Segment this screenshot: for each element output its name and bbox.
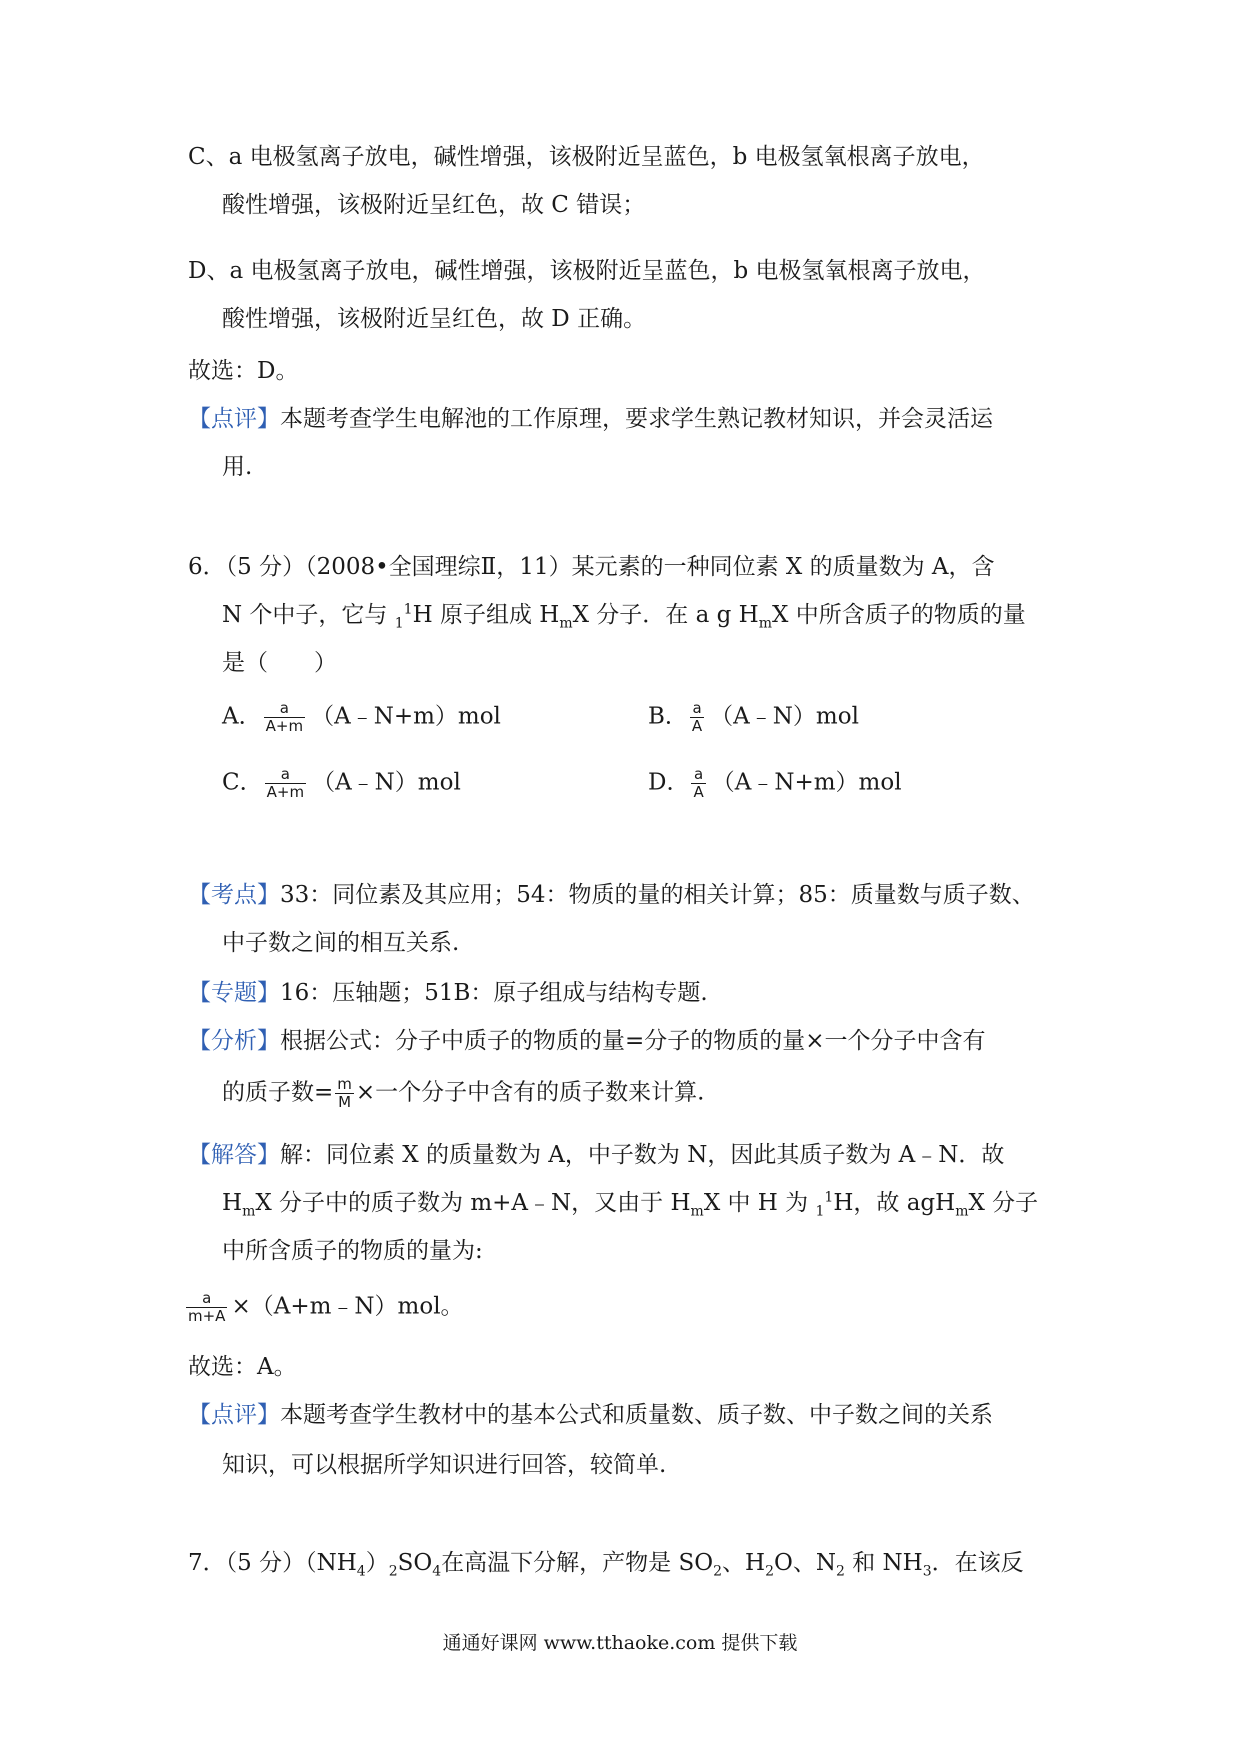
q7-text: ）: [365, 1550, 389, 1576]
q7-text: 、H: [722, 1550, 766, 1576]
fenxi-text: ×一个分子中含有的质子数来计算.: [355, 1079, 705, 1106]
option-text: （A﹣N+m）mol: [311, 703, 501, 730]
fenxi-tag: 【分析】: [188, 1028, 280, 1054]
numerator: a: [202, 1289, 212, 1307]
q7-stem-line1: [188, 1548, 1024, 1578]
fraction: [264, 700, 305, 735]
subscript: 2: [388, 1563, 398, 1580]
q6-option-c: [222, 766, 461, 801]
denominator: A+m: [265, 717, 304, 735]
option-c-line1: C、a 电极氢离子放电，碱性增强，该极附近呈蓝色，b 电极氢氧根离子放电，: [188, 144, 985, 170]
denominator: m+A: [188, 1307, 226, 1325]
q6-option-d: [648, 766, 902, 801]
q6-option-a: [222, 700, 501, 735]
fenxi-line2: [222, 1076, 705, 1111]
jieda-result: [186, 1290, 464, 1325]
comment-tag: 【点评】: [188, 406, 280, 432]
q7-text: 7．（5 分）（NH: [188, 1550, 357, 1576]
isotope-subscript: 1: [815, 1203, 825, 1220]
denominator: A+m: [266, 783, 305, 801]
option-d-line1: D、a 电极氢离子放电，碱性增强，该极附近呈蓝色，b 电极氢氧根离子放电，: [188, 258, 986, 284]
jieda-text: X 中 H 为: [703, 1190, 816, 1216]
denominator: A: [693, 783, 704, 801]
subscript-m: m: [955, 1203, 969, 1220]
option-label: C．: [222, 769, 263, 796]
zhuanti-text: 16：压轴题；51B：原子组成与结构专题.: [280, 980, 708, 1006]
q6-option-b: [648, 700, 859, 735]
fenxi-line1: [188, 1026, 986, 1056]
comment-text: 本题考查学生电解池的工作原理，要求学生熟记教材知识，并会灵活运: [280, 406, 993, 432]
jieda-text: 解：同位素 X 的质量数为 A，中子数为 N，因此其质子数为 A﹣N．故: [280, 1142, 1005, 1168]
subscript-m: m: [242, 1203, 256, 1220]
kaodian-line2: 中子数之间的相互关系.: [222, 930, 460, 956]
comment-line1: [188, 404, 993, 434]
isotope-subscript: 1: [394, 615, 404, 632]
fraction: [265, 766, 306, 801]
comment-tag: 【点评】: [188, 1402, 280, 1428]
numerator: a: [693, 765, 704, 783]
subscript-m: m: [690, 1203, 704, 1220]
jieda-text: H，故 agH: [833, 1190, 956, 1216]
option-text: （A﹣N）mol: [710, 703, 859, 730]
q7-text: 在高温下分解，产物是 SO: [441, 1550, 714, 1576]
numerator: a: [280, 765, 290, 783]
zhuanti-line: [188, 978, 708, 1008]
fraction: [186, 1290, 227, 1325]
answer-choice: 故选：A。: [188, 1354, 297, 1380]
q6-stem-line1: 6．（5 分）（2008•全国理综Ⅱ，11）某元素的一种同位素 X 的质量数为 A，含: [188, 554, 995, 580]
option-d-line2: 酸性增强，该极附近呈红色，故 D 正确。: [222, 306, 647, 332]
fenxi-text: 根据公式：分子中质子的物质的量=分子的物质的量×一个分子中含有: [280, 1028, 986, 1054]
fraction: [691, 766, 705, 801]
option-label: D．: [648, 769, 690, 796]
zhuanti-tag: 【专题】: [188, 980, 280, 1006]
jieda-tag: 【解答】: [188, 1142, 280, 1168]
subscript-m: m: [758, 615, 773, 632]
kaodian-tag: 【考点】: [188, 882, 280, 908]
jieda-line2: [222, 1188, 1038, 1218]
jieda-line3: 中所含质子的物质的量为:: [222, 1238, 483, 1264]
answer-choice: 故选：D。: [188, 358, 299, 384]
jieda-line1: [188, 1140, 1004, 1170]
isotope-superscript: 1: [824, 1189, 834, 1206]
q6-stem-line3: 是（ ）: [222, 650, 337, 676]
comment-line2: 用.: [222, 454, 253, 480]
denominator: A: [691, 717, 703, 735]
q6-stem-line2: [222, 600, 1026, 630]
subscript: 4: [356, 1563, 366, 1580]
numerator: a: [692, 699, 702, 717]
isotope-superscript: 1: [403, 601, 413, 618]
subscript: 4: [432, 1563, 442, 1580]
denominator: M: [335, 1093, 354, 1111]
comment-text: 本题考查学生教材中的基本公式和质量数、质子数、中子数之间的关系: [280, 1402, 993, 1428]
subscript: 2: [713, 1563, 723, 1580]
jieda-text: X 分子: [968, 1190, 1039, 1216]
option-text: （A﹣N）mol: [312, 769, 461, 796]
numerator: m: [337, 1075, 352, 1093]
q6-text: N 个中子，它与: [222, 602, 395, 628]
subscript: 2: [765, 1563, 774, 1580]
option-label: A．: [222, 703, 262, 730]
page-footer: 通通好课网 www.tthaoke.com 提供下载: [442, 1632, 798, 1654]
jieda-text: H: [222, 1190, 243, 1216]
numerator: a: [279, 699, 289, 717]
q6-text: H 原子组成 H: [412, 602, 560, 628]
comment-line1: [188, 1400, 993, 1430]
q6-text: X 分子．在 a g H: [572, 602, 759, 628]
q7-text: ．在该反: [931, 1550, 1024, 1576]
option-label: B．: [648, 703, 688, 730]
kaodian-line1: [188, 880, 1035, 910]
q6-text: X 中所含质子的物质的量: [772, 602, 1026, 628]
q7-text: O、N: [774, 1550, 836, 1576]
subscript: 3: [922, 1563, 932, 1580]
subscript: 2: [835, 1563, 845, 1580]
fraction: [335, 1076, 354, 1111]
jieda-text: X 分子中的质子数为 m+A﹣N，又由于 H: [255, 1190, 691, 1216]
fraction: [690, 700, 704, 735]
kaodian-text: 33：同位素及其应用；54：物质的量的相关计算；85：质量数与质子数、: [280, 882, 1035, 908]
option-text: （A﹣N+m）mol: [711, 769, 902, 796]
fenxi-text: 的质子数=: [222, 1079, 334, 1106]
result-text: ×（A+m﹣N）mol。: [231, 1293, 464, 1320]
comment-line2: 知识，可以根据所学知识进行回答，较简单.: [222, 1452, 667, 1478]
option-c-line2: 酸性增强，该极附近呈红色，故 C 错误；: [222, 192, 646, 218]
subscript-m: m: [559, 615, 573, 632]
q7-text: SO: [397, 1550, 433, 1576]
q7-text: 和 NH: [844, 1550, 923, 1576]
